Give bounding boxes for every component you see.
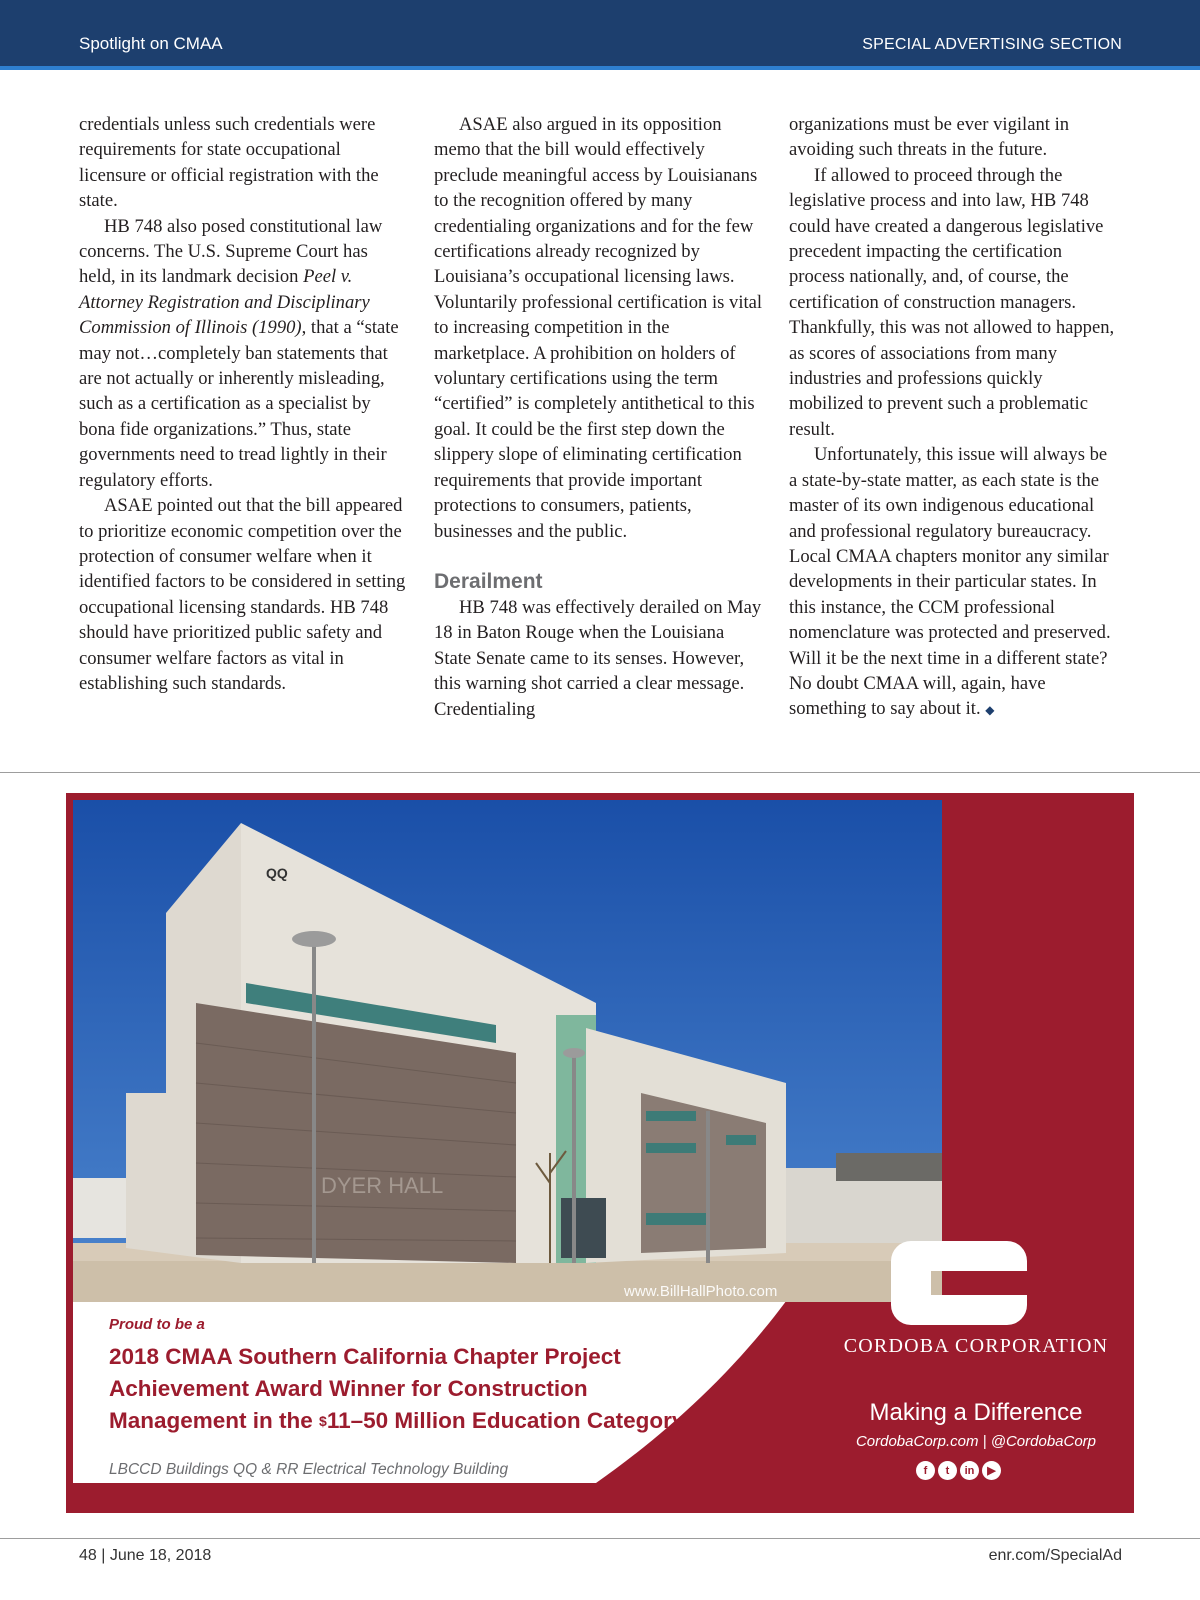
- divider: [0, 772, 1200, 773]
- paragraph: [789, 442, 1119, 723]
- youtube-icon[interactable]: ▶: [982, 1461, 1001, 1480]
- paragraph: HB 748 was effectively derailed on May 18 in Baton Rouge when the Louisiana State Senate came to its senses. However, this warning shot carried a clear message. Credentialing: [434, 596, 762, 720]
- paragraph-text: HB 748 also posed constitutional law concerns. The U.S. Supreme Court has held, in its landmark decision: [79, 215, 383, 288]
- cordoba-logo: [891, 1241, 1027, 1330]
- proud-text: Proud to be a: [109, 1316, 205, 1333]
- article-column-3: [789, 112, 1119, 752]
- case-citation: Peel v. Attorney Registration and Disciplinary Commission of Illinois (1990): [79, 266, 370, 339]
- footer-url[interactable]: enr.com/SpecialAd: [988, 1547, 1122, 1564]
- paragraph-text: Unfortunately, this issue will always be a state-by-state matter, as each state is the master of its own indigenous educational and professional regulatory bureaucracy. Local CMAA chapters monitor any similar developments in their particular states. In this instance, the CCM professional nomenclature was protected and preserved. Will it be the next time in a different state? No doubt CMAA will, again, have something to say about it.: [789, 444, 1111, 720]
- award-line-text: Management in the: [109, 1408, 320, 1433]
- award-line: 2018 CMAA Southern California Chapter Project: [109, 1344, 621, 1369]
- facebook-icon[interactable]: f: [916, 1461, 935, 1480]
- article-body: [79, 112, 1123, 752]
- award-line: [109, 1405, 729, 1437]
- award-line-text: 11–50 Million Education Category: [326, 1408, 685, 1433]
- advertising-label: SPECIAL ADVERTISING SECTION: [862, 36, 1122, 53]
- award-headline: [109, 1341, 729, 1437]
- award-line: Achievement Award Winner for Construction: [109, 1376, 588, 1401]
- paragraph: ASAE also argued in its opposition memo that the bill would effectively preclude meaningful access by Louisianans to the recognition offered by many credentialing organizations and for the few certifications already recognized by Louisiana’s occupational licensing laws. Voluntarily professional certification is vital to increasing competition in the marketplace. A prohibition on holders of voluntary certifications using the term “certified” is completely antithetical to this goal. It could be the first step down the slippery slope of eliminating certification requirements that provide important protections to consumers, patients, businesses and the public.: [434, 114, 763, 542]
- end-mark-icon: ◆: [985, 703, 995, 718]
- project-name: LBCCD Buildings QQ & RR Electrical Technology Building: [109, 1461, 509, 1478]
- page-header: [0, 0, 1200, 70]
- social-links: [916, 1461, 1001, 1480]
- building-sign: DYER HALL: [321, 1173, 444, 1198]
- section-heading: Derailment: [434, 569, 543, 593]
- cordoba-advertisement: [66, 793, 1134, 1513]
- footer-divider: [0, 1538, 1200, 1539]
- company-name: CORDOBA CORPORATION: [843, 1335, 1109, 1357]
- paragraph-text: , that a “state may not…completely ban statements that are not actually or inherently misleading, such as a certification as a specialist by bona fide organizations.” Thus, state governments need to tread lightly in their regulatory efforts.: [79, 317, 399, 491]
- contact-info: CordobaCorp.com | @CordobaCorp: [855, 1433, 1097, 1450]
- dollar-sign: $: [319, 1413, 327, 1429]
- svg-text:QQ: QQ: [266, 865, 288, 881]
- tagline: Making a Difference: [869, 1399, 1083, 1426]
- article-column-2: [434, 112, 764, 752]
- article-column-1: [79, 112, 409, 752]
- paragraph: [79, 214, 409, 493]
- paragraph: ASAE pointed out that the bill appeared to prioritize economic competition over the protection of consumer welfare when it identified factors to be considered in setting occupational licensing standards. HB 748 should have prioritized public safety and consumer welfare factors as vital in establishing such standards.: [79, 495, 406, 694]
- section-title: Spotlight on CMAA: [79, 34, 223, 53]
- linkedin-icon[interactable]: in: [960, 1461, 979, 1480]
- paragraph: If allowed to proceed through the legislative process and into law, HB 748 could have created a dangerous legislative precedent impacting the certification process nationally, and, of course, the certification of construction managers. Thankfully, this was not allowed to happen, as scores of associations from many industries and professions quickly mobilized to prevent such a problematic result.: [789, 164, 1115, 440]
- paragraph: organizations must be ever vigilant in avoiding such threats in the future.: [789, 114, 1070, 161]
- page-number-date: 48 | June 18, 2018: [79, 1547, 212, 1564]
- photo-credit: www.BillHallPhoto.com: [624, 1283, 778, 1300]
- paragraph: credentials unless such credentials were requirements for state occupational licensure or official registration with the state.: [79, 114, 379, 212]
- twitter-icon[interactable]: t: [938, 1461, 957, 1480]
